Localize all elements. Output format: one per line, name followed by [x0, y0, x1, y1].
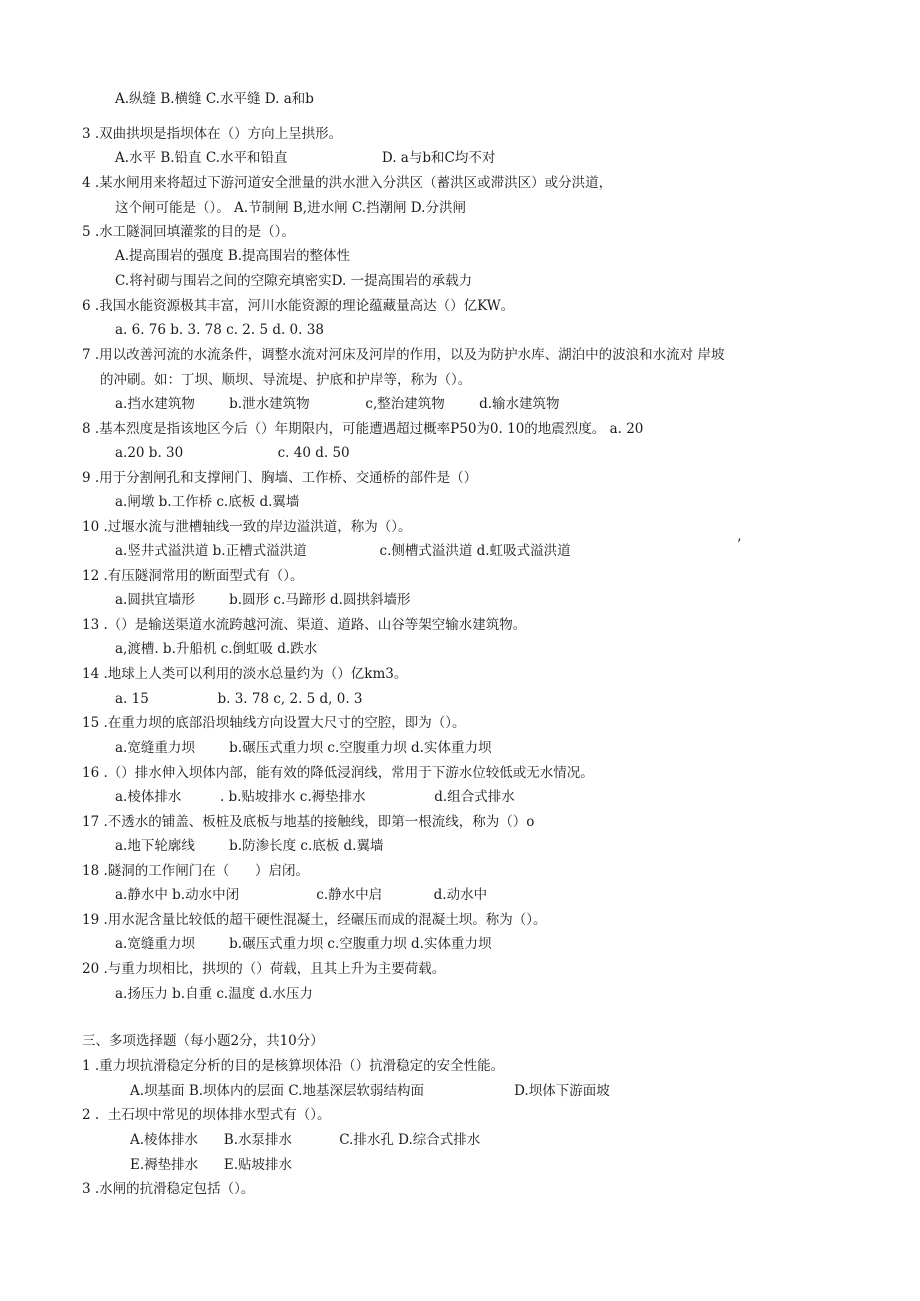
question-line: 5 .水工隧洞回填灌浆的目的是（）。 — [82, 224, 295, 240]
question-line: 19 .用水泥含量比较低的超干硬性混凝土，经碾压而成的混凝土坝。称为（）。 — [82, 912, 547, 928]
option-line: a. 15 b. 3. 78 c, 2. 5 d, 0. 3 — [115, 691, 363, 707]
option-line: a.静水中 b.动水中闭 c.静水中启 d.动水中 — [115, 887, 488, 903]
option-line: A.提高围岩的强度 B.提高围岩的整体性 — [115, 248, 351, 264]
question-line: 3 .双曲拱坝是指坝体在（）方向上呈拱形。 — [82, 126, 343, 142]
question-line: 15 .在重力坝的底部沿坝轴线方向设置大尺寸的空腔，即为（）。 — [82, 715, 466, 731]
question-line: 9 .用于分割闸孔和支撑闸门、胸墙、工作桥、交通桥的部件是（） — [82, 470, 478, 486]
option-line: a.圆拱宜墙形 b.圆形 c.马蹄形 d.圆拱斜墙形 — [115, 592, 411, 608]
question-line: 6 .我国水能资源极其丰富，河川水能资源的理论蕴藏量高达（）亿KW。 — [82, 298, 515, 314]
question-line: 2 . 土石坝中常见的坝体排水型式有（）。 — [82, 1107, 331, 1123]
option-line: a,渡槽. b.升船机 c.倒虹吸 d.跌水 — [115, 641, 318, 657]
option-line: a.宽缝重力坝 b.碾压式重力坝 c.空腹重力坝 d.实体重力坝 — [115, 740, 492, 756]
option-line: A.水平 B.铅直 C.水平和铅直 D. a与b和C均不对 — [115, 150, 496, 166]
stray-mark: ’ — [737, 537, 742, 553]
option-line: a.棱体排水 . b.贴坡排水 c.褥垫排水 d.组合式排水 — [115, 789, 515, 805]
question-line: 7 .用以改善河流的水流条件，调整水流对河床及河岸的作用，以及为防护水库、湖泊中的波浪和水流对 岸坡 — [82, 347, 725, 363]
question-line: 3 .水闸的抗滑稳定包括（）。 — [82, 1181, 255, 1197]
option-line: a. 6. 76 b. 3. 78 c. 2. 5 d. 0. 38 — [115, 322, 324, 338]
option-line: 的冲刷。如：丁坝、顺坝、导流堤、护底和护岸等，称为（）。 — [100, 372, 472, 388]
option-line: A.坝基面 B.坝体内的层面 C.地基深层软弱结构面 D.坝体下游面坡 — [130, 1083, 610, 1099]
question-line: 17 .不透水的铺盖、板桩及底板与地基的接触线，即第一根流线，称为（）o — [82, 814, 535, 830]
option-line: a.挡水建筑物 b.泄水建筑物 c,整治建筑物 d.输水建筑物 — [115, 396, 560, 412]
option-line: 这个闸可能是（）。 A.节制闸 B,进水闸 C.挡潮闸 D.分洪闸 — [115, 200, 466, 216]
question-line: 14 .地球上人类可以利用的淡水总量约为（）亿km3。 — [82, 666, 408, 682]
option-line: C.将衬砌与围岩之间的空隙充填密实D. 一提高围岩的承载力 — [115, 273, 473, 289]
question-line: 18 .隧洞的工作闸门在（ ）启闭。 — [82, 863, 310, 879]
option-line: a.宽缝重力坝 b.碾压式重力坝 c.空腹重力坝 d.实体重力坝 — [115, 936, 492, 952]
question-line: 4 .某水闸用来将超过下游河道安全泄量的洪水泄入分洪区（蓄洪区或滞洪区）或分洪道， — [82, 175, 613, 191]
option-line: a.20 b. 30 c. 40 d. 50 — [115, 445, 350, 461]
option-line: E.褥垫排水 E.贴坡排水 — [130, 1157, 293, 1173]
option-line: A.纵缝 B.横缝 C.水平缝 D. a和b — [115, 91, 314, 107]
question-line: 10 .过堰水流与泄槽轴线一致的岸边溢洪道，称为（）。 — [82, 519, 412, 535]
question-line: 8 .基本烈度是指该地区今后（）年期限内，可能遭遇超过概率P50为0. 10的地震烈度。 a. 20 — [82, 421, 644, 437]
question-line: 16 .（）排水伸入坝体内部，能有效的降低浸润线，常用于下游水位较低或无水情况。 — [82, 765, 594, 781]
option-line: a.扬压力 b.自重 c.温度 d.水压力 — [115, 986, 313, 1002]
question-line: 13 .（）是输送渠道水流跨越河流、渠道、道路、山谷等架空输水建筑物。 — [82, 617, 527, 633]
question-line: 20 .与重力坝相比，拱坝的（）荷载，且其上升为主要荷载。 — [82, 961, 446, 977]
option-line: a.竖井式溢洪道 b.正槽式溢洪道 c.侧槽式溢洪道 d.虹吸式溢洪道 — [115, 543, 571, 559]
question-line: 12 .有压隧洞常用的断面型式有（）。 — [82, 568, 304, 584]
option-line: A.棱体排水 B.水泵排水 C.排水孔 D.综合式排水 — [130, 1132, 481, 1148]
section-heading: 三、多项选择题（每小题2分，共10分） — [82, 1033, 324, 1049]
option-line: a.地下轮廓线 b.防渗长度 c.底板 d.翼墙 — [115, 838, 384, 854]
question-line: 1 .重力坝抗滑稳定分析的目的是核算坝体沿（）抗滑稳定的安全性能。 — [82, 1058, 505, 1074]
option-line: a.闸墩 b.工作桥 c.底板 d.翼墙 — [115, 494, 300, 510]
